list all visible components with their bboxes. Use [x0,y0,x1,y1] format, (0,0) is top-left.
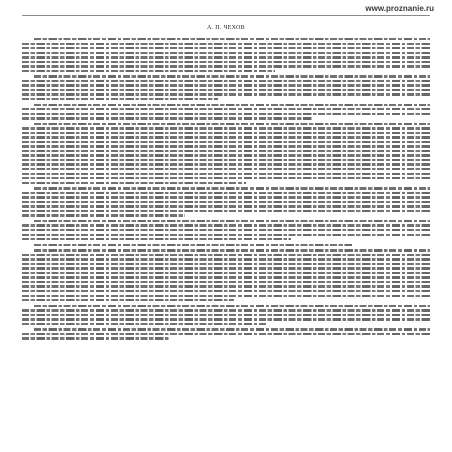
text-line [34,328,430,330]
text-line [22,295,430,297]
text-line [22,177,430,179]
paragraph [22,104,430,120]
paragraph [22,305,430,326]
paragraph [22,187,430,217]
text-line [22,159,430,161]
text-line [34,220,430,222]
text-line [22,80,430,82]
paragraph [22,249,430,301]
text-line [22,267,430,269]
text-line [22,201,430,203]
text-line [22,108,430,110]
text-line [22,154,430,156]
text-line [22,182,246,184]
paragraph [22,123,430,184]
text-line [22,210,430,212]
text-line [22,281,430,283]
text-line [22,136,430,138]
text-line [22,56,430,58]
paragraph [22,244,430,246]
text-line [34,187,430,189]
text-line [22,254,430,256]
text-line [34,305,430,307]
text-line [22,43,430,45]
text-line [22,127,430,129]
text-line [22,65,430,67]
text-line [22,314,430,316]
text-line [22,323,267,325]
text-line [22,318,430,320]
paragraph [22,220,430,241]
text-line [22,113,430,115]
text-line [22,89,430,91]
header-divider [22,15,430,16]
text-line [22,272,430,274]
text-line [22,168,430,170]
text-line [22,93,430,95]
text-line [34,244,352,246]
paragraph [22,328,430,339]
text-line [22,309,430,311]
text-line [22,145,430,147]
document-title: А. П. ЧЕХОВ [207,25,245,31]
text-line [22,214,185,216]
text-line [22,150,430,152]
text-line [22,61,430,63]
text-line [22,205,430,207]
text-line [34,249,430,251]
text-line [22,47,430,49]
text-line [22,285,430,287]
text-line [34,104,430,106]
site-watermark: www.proznanie.ru [365,4,434,13]
text-line [22,196,430,198]
text-line [22,337,169,339]
text-line [22,263,430,265]
text-line [22,98,218,100]
text-line [22,84,430,86]
text-line [22,141,430,143]
document-body [22,38,430,340]
text-line [22,224,430,226]
text-line [22,238,291,240]
text-line [22,290,430,292]
text-line [22,192,430,194]
text-line [22,299,234,301]
text-line [22,132,430,134]
text-line [22,333,430,335]
text-line [22,163,430,165]
text-line [22,258,430,260]
paragraph [22,38,430,72]
text-line [22,117,312,119]
paragraph [22,75,430,100]
text-line [22,52,430,54]
text-line [22,229,430,231]
text-line [22,173,430,175]
text-line [34,123,430,125]
text-line [22,234,430,236]
text-line [22,70,275,72]
text-line [34,38,430,40]
text-line [22,276,430,278]
text-line [34,75,430,77]
